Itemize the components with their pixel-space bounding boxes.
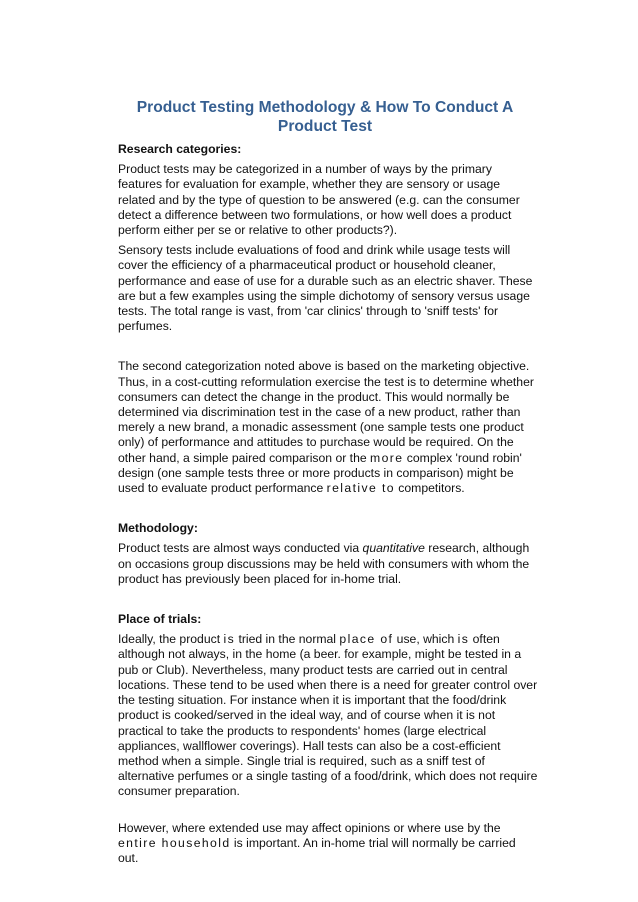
text-run-italic: quantitative	[362, 541, 425, 556]
text-run: Product tests are almost ways conducted via	[118, 541, 363, 556]
paragraph-research-1: Product tests may be categorized in a number of ways by the primary features for evaluation for example, whether they are sensory or usage related and by the type of question to be answered (e.g. can the consumer detect a difference between two formulations, or how well does a product perform either per se or relative to other products?).	[118, 162, 520, 238]
text-run: However, where extended use may affect opinions or where use by the	[118, 820, 501, 835]
text-run: tried in the normal	[235, 632, 340, 647]
document-title: Product Testing Methodology & How To Conduct A Product Test	[136, 99, 514, 135]
text-run: The second categorization noted above is based on the marketing objective. Thus, in a cost-cutting reformulation exercise the test is to determine whether consumers can detect the change in the product. This would normally be determined via discrimination test in the case of a new product, rather than merely a new brand, a monadic assessment (one sample tests one product only) of performance and attitudes to purchase would be required. On the other hand, a simple paired comparison or the	[118, 359, 534, 465]
text-run-spaced: place of	[339, 632, 394, 647]
text-run: Ideally, the product	[118, 632, 224, 647]
text-run-spaced: entire household	[118, 835, 231, 850]
text-run: is important. An in-home trial will normally be carried out.	[118, 835, 516, 865]
text-run: complex 'round robin' design (one sample tests three or more products in comparison) might be used to evaluate product performance	[118, 450, 522, 496]
paragraph-research-3	[118, 359, 538, 496]
paragraph-place-1	[118, 632, 538, 799]
text-run: often although not always, in the home (a beer. for example, might be tested in a pub or Club). Nevertheless, many product tests are carried out in central locations. These tend to be used when there is a need for greater control over the testing situation. For instance when it is important that the food/drink product is cooked/served in the ideal way, and of course when it is not practical to take the products to respondents' homes (large electrical appliances, wallflower coverings). Hall tests can also be a cost-efficient method when a simple. Single trial is required, such as a sniff test of alternative perfumes or a single tasting of a food/drink, which does not require consumer preparation.	[118, 632, 538, 799]
document-page	[118, 99, 538, 871]
heading-methodology: Methodology:	[118, 521, 198, 536]
heading-place-of-trials: Place of trials:	[118, 612, 202, 627]
paragraph-place-2	[118, 821, 538, 867]
text-run: competitors.	[394, 481, 465, 496]
paragraph-research-2: Sensory tests include evaluations of food and drink while usage tests will cover the efficiency of a pharmaceutical product or household cleaner, performance and ease of use for a durable such as an electric shaver. These are but a few examples using the simple dichotomy of sensory versus usage tests. The total range is vast, from 'car clinics' through to 'sniff tests' for perfumes.	[118, 243, 533, 334]
paragraph-methodology-1	[118, 541, 538, 587]
text-run-spaced: is	[457, 632, 470, 647]
text-run-spaced: relative to	[326, 481, 395, 496]
text-run-spaced: more	[370, 450, 404, 465]
heading-research-categories: Research categories:	[118, 142, 242, 156]
text-run-spaced: is	[223, 632, 236, 647]
text-run: use, which	[393, 632, 458, 647]
text-run: research, although on occasions group discussions may be held with consumers with whom the product has previously been placed for in-home trial.	[118, 541, 530, 586]
